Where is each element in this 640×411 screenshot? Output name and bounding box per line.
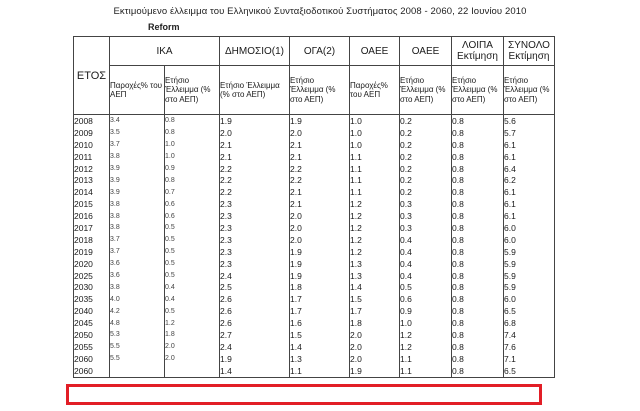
value-cell: 0.8 [165, 127, 220, 139]
value-cell: 1.5 [350, 293, 400, 305]
group-header-oga: ΟΓΑ(2) [290, 37, 350, 66]
value-cell: 2.0 [290, 222, 350, 234]
value-cell: 5.5 [110, 341, 165, 353]
value-cell: 0.7 [165, 186, 220, 198]
value-cell: 2.1 [290, 151, 350, 163]
value-cell: 1.1 [350, 151, 400, 163]
value-cell: 2.0 [290, 210, 350, 222]
value-cell: 1.1 [350, 174, 400, 186]
reform-label: Reform [148, 22, 180, 32]
value-cell: 6.1 [504, 186, 555, 198]
value-cell: 1.9 [220, 353, 290, 365]
value-cell: 0.5 [165, 305, 220, 317]
year-cell: 2018 [74, 234, 110, 246]
value-cell: 2.6 [220, 317, 290, 329]
table-row [74, 139, 555, 151]
value-cell [110, 365, 165, 377]
year-cell: 2008 [74, 115, 110, 127]
year-cell: 2040 [74, 305, 110, 317]
value-cell: 1.2 [165, 317, 220, 329]
group-header-synolo: ΣΥΝΟΛΟ Εκτίμηση [504, 37, 555, 66]
value-cell: 1.2 [350, 210, 400, 222]
value-cell: 0.8 [452, 115, 504, 127]
value-cell: 2.2 [220, 174, 290, 186]
value-cell: 7.1 [504, 353, 555, 365]
value-cell: 0.2 [400, 151, 452, 163]
value-cell: 2.0 [165, 341, 220, 353]
sub-header: Ετήσιο Έλλειμμα (% στο ΑΕΠ) [290, 66, 350, 115]
table-row [74, 186, 555, 198]
value-cell: 0.6 [165, 198, 220, 210]
table-row [74, 281, 555, 293]
table-row [74, 353, 555, 365]
value-cell: 1.9 [290, 115, 350, 127]
value-cell: 1.7 [290, 293, 350, 305]
value-cell: 3.8 [110, 151, 165, 163]
table-row [74, 305, 555, 317]
value-cell: 2.1 [290, 186, 350, 198]
value-cell: 3.7 [110, 234, 165, 246]
value-cell: 0.8 [452, 198, 504, 210]
value-cell [165, 365, 220, 377]
sub-header: Ετήσιο Έλλειμμα (% στο ΑΕΠ) [400, 66, 452, 115]
value-cell: 6.1 [504, 198, 555, 210]
value-cell: 6.0 [504, 293, 555, 305]
table-row [74, 210, 555, 222]
value-cell: 0.4 [165, 293, 220, 305]
table-row [74, 127, 555, 139]
table-row [74, 115, 555, 127]
table-row [74, 365, 555, 377]
value-cell: 1.1 [290, 365, 350, 377]
sub-header: Ετήσιο Έλλειμμα (% στο ΑΕΠ) [220, 66, 290, 115]
value-cell: 1.1 [400, 365, 452, 377]
year-cell: 2025 [74, 270, 110, 282]
table-row [74, 198, 555, 210]
value-cell: 3.7 [110, 246, 165, 258]
value-cell: 6.2 [504, 174, 555, 186]
year-cell: 2011 [74, 151, 110, 163]
value-cell: 0.5 [165, 258, 220, 270]
value-cell: 5.5 [110, 353, 165, 365]
value-cell: 1.3 [290, 353, 350, 365]
value-cell: 2.7 [220, 329, 290, 341]
value-cell: 1.8 [350, 317, 400, 329]
value-cell: 3.9 [110, 163, 165, 175]
group-header-oaee-deficit: ΟΑΕΕ [400, 37, 452, 66]
highlight-box [66, 384, 542, 405]
value-cell: 0.8 [452, 329, 504, 341]
table-row [74, 163, 555, 175]
value-cell: 1.2 [400, 341, 452, 353]
value-cell: 2.3 [220, 198, 290, 210]
value-cell: 2.0 [290, 234, 350, 246]
value-cell: 1.3 [350, 270, 400, 282]
sub-header-row [74, 66, 555, 115]
value-cell: 5.9 [504, 281, 555, 293]
year-cell: 2009 [74, 127, 110, 139]
value-cell: 2.0 [220, 127, 290, 139]
group-header-row [74, 37, 555, 66]
value-cell: 3.8 [110, 222, 165, 234]
value-cell: 3.6 [110, 270, 165, 282]
value-cell: 1.2 [350, 234, 400, 246]
value-cell: 1.0 [165, 151, 220, 163]
table-body [74, 115, 555, 378]
year-cell: 2060 [74, 365, 110, 377]
value-cell: 3.9 [110, 174, 165, 186]
value-cell: 1.1 [350, 186, 400, 198]
value-cell: 0.8 [452, 210, 504, 222]
value-cell: 0.4 [400, 234, 452, 246]
value-cell: 1.6 [290, 317, 350, 329]
value-cell: 0.2 [400, 115, 452, 127]
value-cell: 1.4 [350, 281, 400, 293]
value-cell: 5.9 [504, 246, 555, 258]
year-cell: 2017 [74, 222, 110, 234]
value-cell: 0.8 [165, 174, 220, 186]
value-cell: 1.5 [290, 329, 350, 341]
value-cell: 0.6 [400, 293, 452, 305]
value-cell: 0.8 [452, 281, 504, 293]
value-cell: 4.2 [110, 305, 165, 317]
value-cell: 1.0 [165, 139, 220, 151]
value-cell: 0.8 [452, 186, 504, 198]
value-cell: 6.1 [504, 151, 555, 163]
table-row [74, 246, 555, 258]
value-cell: 0.5 [165, 234, 220, 246]
value-cell: 1.0 [350, 127, 400, 139]
table-row [74, 222, 555, 234]
value-cell: 0.8 [452, 293, 504, 305]
table-row [74, 258, 555, 270]
year-cell: 2014 [74, 186, 110, 198]
value-cell: 2.0 [350, 353, 400, 365]
value-cell: 0.8 [452, 317, 504, 329]
value-cell: 0.8 [452, 365, 504, 377]
table-row [74, 329, 555, 341]
value-cell: 0.8 [452, 222, 504, 234]
value-cell: 5.9 [504, 258, 555, 270]
value-cell: 5.3 [110, 329, 165, 341]
value-cell: 5.6 [504, 115, 555, 127]
value-cell: 0.8 [452, 270, 504, 282]
value-cell: 2.4 [220, 270, 290, 282]
value-cell: 7.4 [504, 329, 555, 341]
value-cell: 0.9 [165, 163, 220, 175]
value-cell: 1.0 [350, 139, 400, 151]
value-cell: 0.8 [452, 151, 504, 163]
value-cell: 1.0 [350, 115, 400, 127]
value-cell: 2.3 [220, 210, 290, 222]
year-cell: 2055 [74, 341, 110, 353]
year-column-header: ΕΤΟΣ [74, 37, 110, 115]
value-cell: 1.1 [350, 163, 400, 175]
value-cell: 2.6 [220, 305, 290, 317]
year-cell: 2012 [74, 163, 110, 175]
value-cell: 6.4 [504, 163, 555, 175]
sub-header: Ετήσιο Έλλειμμα (% στο ΑΕΠ) [452, 66, 504, 115]
sub-header: Ετήσιο Έλλειμμα (% στο ΑΕΠ) [165, 66, 220, 115]
value-cell: 2.3 [220, 258, 290, 270]
year-cell: 2035 [74, 293, 110, 305]
value-cell: 0.9 [400, 305, 452, 317]
value-cell: 0.4 [165, 281, 220, 293]
group-header-dimosio: ΔΗΜΟΣΙΟ(1) [220, 37, 290, 66]
value-cell: 2.3 [220, 222, 290, 234]
value-cell: 1.1 [400, 353, 452, 365]
group-header-oaee-benefits: ΟΑΕΕ [350, 37, 400, 66]
value-cell: 2.1 [290, 139, 350, 151]
value-cell: 0.8 [452, 305, 504, 317]
value-cell: 3.8 [110, 198, 165, 210]
value-cell: 0.2 [400, 163, 452, 175]
value-cell: 0.2 [400, 174, 452, 186]
value-cell: 2.0 [290, 127, 350, 139]
value-cell: 0.2 [400, 127, 452, 139]
value-cell: 1.9 [290, 270, 350, 282]
value-cell: 2.0 [350, 341, 400, 353]
value-cell: 0.8 [165, 115, 220, 127]
year-cell: 2015 [74, 198, 110, 210]
value-cell: 1.9 [220, 115, 290, 127]
value-cell: 0.8 [452, 246, 504, 258]
value-cell: 1.9 [350, 365, 400, 377]
value-cell: 1.7 [290, 305, 350, 317]
value-cell: 6.8 [504, 317, 555, 329]
value-cell: 2.5 [220, 281, 290, 293]
value-cell: 2.0 [350, 329, 400, 341]
value-cell: 3.7 [110, 139, 165, 151]
value-cell: 3.4 [110, 115, 165, 127]
value-cell: 0.3 [400, 222, 452, 234]
value-cell: 6.5 [504, 365, 555, 377]
value-cell: 2.2 [290, 174, 350, 186]
value-cell: 0.5 [165, 246, 220, 258]
value-cell: 0.8 [452, 258, 504, 270]
value-cell: 3.8 [110, 281, 165, 293]
value-cell: 6.1 [504, 139, 555, 151]
sub-header: Ετήσιο Έλλειμμα (% στο ΑΕΠ) [504, 66, 555, 115]
value-cell: 1.8 [290, 281, 350, 293]
pension-deficit-table [73, 36, 555, 378]
group-header-ika: ΙΚΑ [110, 37, 220, 66]
value-cell: 1.9 [290, 246, 350, 258]
value-cell: 0.8 [452, 353, 504, 365]
value-cell: 2.2 [220, 186, 290, 198]
value-cell: 0.8 [452, 163, 504, 175]
value-cell: 0.8 [452, 174, 504, 186]
document-title: Εκτιμούμενο έλλειμμα του Ελληνικού Συνταξιοδοτικού Συστήματος 2008 - 2060, 22 Ιουνίου 2010 [113, 6, 527, 17]
value-cell: 2.1 [290, 198, 350, 210]
value-cell: 3.6 [110, 258, 165, 270]
value-cell: 2.1 [220, 139, 290, 151]
value-cell: 6.5 [504, 305, 555, 317]
table-row [74, 293, 555, 305]
value-cell: 1.4 [290, 341, 350, 353]
value-cell: 6.0 [504, 234, 555, 246]
value-cell: 2.1 [220, 151, 290, 163]
value-cell: 1.2 [350, 222, 400, 234]
table-row [74, 151, 555, 163]
value-cell: 2.4 [220, 341, 290, 353]
value-cell: 1.0 [400, 317, 452, 329]
value-cell: 1.8 [165, 329, 220, 341]
value-cell: 3.5 [110, 127, 165, 139]
value-cell: 0.4 [400, 246, 452, 258]
value-cell: 0.4 [400, 258, 452, 270]
year-cell: 2030 [74, 281, 110, 293]
value-cell: 2.2 [220, 163, 290, 175]
value-cell: 0.2 [400, 186, 452, 198]
value-cell: 0.8 [452, 234, 504, 246]
value-cell: 6.1 [504, 210, 555, 222]
value-cell: 0.6 [165, 210, 220, 222]
value-cell: 0.5 [165, 270, 220, 282]
value-cell: 1.3 [350, 258, 400, 270]
value-cell: 1.4 [220, 365, 290, 377]
year-cell: 2016 [74, 210, 110, 222]
value-cell: 5.7 [504, 127, 555, 139]
value-cell: 0.8 [452, 139, 504, 151]
value-cell: 0.3 [400, 198, 452, 210]
sub-header: Παροχές% του ΑΕΠ [350, 66, 400, 115]
value-cell: 0.5 [400, 281, 452, 293]
value-cell: 2.2 [290, 163, 350, 175]
year-cell: 2013 [74, 174, 110, 186]
table-row [74, 270, 555, 282]
year-cell: 2045 [74, 317, 110, 329]
value-cell: 2.3 [220, 234, 290, 246]
value-cell: 1.9 [290, 258, 350, 270]
value-cell: 4.8 [110, 317, 165, 329]
value-cell: 2.0 [165, 353, 220, 365]
year-cell: 2060 [74, 353, 110, 365]
table-row [74, 234, 555, 246]
value-cell: 7.6 [504, 341, 555, 353]
value-cell: 5.9 [504, 270, 555, 282]
table-row [74, 174, 555, 186]
table-row [74, 341, 555, 353]
value-cell: 0.2 [400, 139, 452, 151]
year-cell: 2050 [74, 329, 110, 341]
value-cell: 2.6 [220, 293, 290, 305]
year-cell: 2019 [74, 246, 110, 258]
value-cell: 0.8 [452, 341, 504, 353]
sub-header: Παροχές% του ΑΕΠ [110, 66, 165, 115]
value-cell: 2.3 [220, 246, 290, 258]
value-cell: 3.8 [110, 210, 165, 222]
year-cell: 2020 [74, 258, 110, 270]
value-cell: 0.3 [400, 210, 452, 222]
year-cell: 2010 [74, 139, 110, 151]
value-cell: 1.2 [350, 246, 400, 258]
value-cell: 0.4 [400, 270, 452, 282]
value-cell: 0.8 [452, 127, 504, 139]
value-cell: 1.7 [350, 305, 400, 317]
group-header-loipa: ΛΟΙΠΑ Εκτίμηση [452, 37, 504, 66]
value-cell: 1.2 [350, 198, 400, 210]
table-row [74, 317, 555, 329]
value-cell: 0.5 [165, 222, 220, 234]
value-cell: 1.2 [400, 329, 452, 341]
value-cell: 6.0 [504, 222, 555, 234]
value-cell: 3.9 [110, 186, 165, 198]
value-cell: 4.0 [110, 293, 165, 305]
